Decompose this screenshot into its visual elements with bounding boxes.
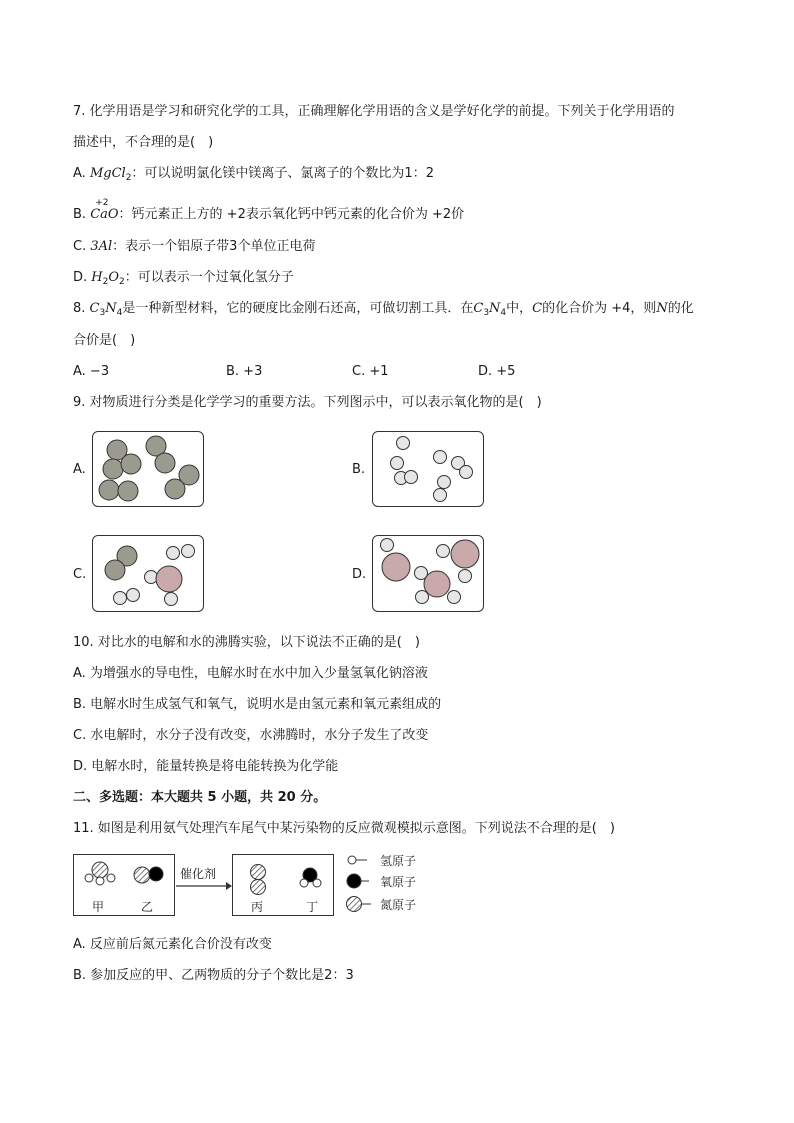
option-label: A.: [73, 166, 90, 181]
chem-formula: CaO: [90, 207, 119, 222]
q9-stem: 9. 对物质进行分类是化学学习的重要方法。下列图示中，可以表示氧化物的是( ): [73, 395, 542, 410]
molecule-diagram-b: [373, 432, 485, 508]
legend-oxygen: 氧原子: [380, 875, 417, 889]
chem-formula: O: [108, 270, 120, 285]
q9-label-c: C.: [73, 567, 87, 582]
q9-figure-b: [372, 431, 484, 507]
stem-text: 的化: [667, 301, 694, 316]
q8-options: [73, 363, 673, 381]
option-text: ：可以表示一个过氧化氢分子: [124, 270, 294, 285]
q9-label-b: B.: [352, 462, 366, 477]
products-box: [232, 854, 334, 916]
q9-figure-d: [372, 535, 484, 612]
label-jia: 甲: [92, 900, 105, 914]
q10-option-c: C. 水电解时，水分子没有改变，水沸腾时，水分子发生了改变: [73, 728, 429, 743]
question-number: 8.: [73, 301, 90, 316]
q11-option-a: A. 反应前后氮元素化合价没有改变: [73, 937, 272, 952]
q10-option-a: A. 为增强水的导电性，电解水时在水中加入少量氢氧化钠溶液: [73, 666, 428, 681]
subscript: 3: [483, 308, 490, 318]
q11-option-b: B. 参加反应的甲、乙两物质的分子个数比是2：3: [73, 968, 354, 983]
option-text: ：钙元素正上方的 +2表示氧化钙中钙元素的化合价为 +2价: [118, 207, 465, 222]
section-title: 二、多选题：本大题共 5 小题，共 20 分。: [73, 790, 327, 805]
q10-stem: 10. 对比水的电解和水的沸腾实验，以下说法不正确的是( ): [73, 635, 420, 650]
subscript: 3: [99, 308, 106, 318]
molecule-diagram-c: [93, 536, 205, 613]
legend-nitrogen: 氮原子: [380, 898, 417, 912]
option-label: C.: [73, 239, 91, 254]
q8-option-a: A. −3: [73, 364, 110, 379]
option-text: ：可以说明氯化镁中镁离子、氯离子的个数比为1：2: [131, 166, 434, 181]
catalyst-label: 催化剂: [180, 867, 217, 881]
q8-option-b: B. +3: [226, 364, 263, 379]
molecule-diagram-a: [93, 432, 205, 508]
chem-formula: N: [656, 301, 668, 316]
q10-option-d: D. 电解水时，能量转换是将电能转换为化学能: [73, 759, 339, 774]
q8-option-c: C. +1: [352, 364, 389, 379]
reactants-diagram: [74, 855, 176, 917]
subscript: 2: [102, 277, 109, 287]
option-label: D.: [73, 270, 92, 285]
stem-text: 是一种新型材料，它的硬度比金刚石还高，可做切割工具．在: [122, 301, 474, 316]
q7-option-b: [73, 198, 465, 224]
stem-text: 中，: [506, 301, 533, 316]
q8-stem-line1: [73, 300, 694, 322]
q7-stem-line2: 描述中，不合理的是( ): [73, 135, 214, 150]
reaction-arrow-icon: [176, 882, 232, 892]
chem-formula: N: [489, 301, 501, 316]
subscript: 4: [116, 308, 123, 318]
q8-option-d: D. +5: [478, 364, 516, 379]
q8-stem-line2: 合价是( ): [73, 333, 136, 348]
chem-formula: C: [473, 301, 484, 316]
label-bing: 丙: [251, 900, 264, 914]
label-yi: 乙: [141, 900, 154, 914]
chem-formula: C: [532, 301, 543, 316]
molecule-diagram-d: [373, 536, 485, 613]
q7-option-a: [73, 165, 434, 187]
option-text: ：表示一个铝原子带3个单位正电荷: [112, 239, 316, 254]
atom-legend-symbols: [345, 852, 381, 914]
valence-mark: +2: [95, 198, 109, 208]
products-diagram: [233, 855, 335, 917]
subscript: 2: [119, 277, 125, 287]
q10-option-b: B. 电解水时生成氢气和氧气，说明水是由氢元素和氧元素组成的: [73, 697, 442, 712]
q9-label-d: D.: [352, 567, 367, 582]
subscript: 4: [500, 308, 507, 318]
q9-figure-a: [92, 431, 204, 507]
subscript: 2: [125, 173, 132, 183]
reactants-box: [73, 854, 175, 916]
q9-label-a: A.: [73, 462, 86, 477]
chem-formula: N: [105, 301, 117, 316]
option-label: B.: [73, 207, 91, 222]
label-ding: 丁: [306, 900, 319, 914]
q9-figure-c: [92, 535, 204, 612]
q7-stem-line1: 7. 化学用语是学习和研究化学的工具，正确理解化学用语的含义是学好化学的前提。下列关于化学用语的: [73, 104, 675, 119]
chem-formula: H: [91, 270, 103, 285]
chem-formula: MgCl: [89, 166, 126, 181]
stem-text: 的化合价为 +4，则: [542, 301, 657, 316]
q11-stem: 11. 如图是利用氨气处理汽车尾气中某污染物的反应微观模拟示意图。下列说法不合理的是( ): [73, 821, 615, 836]
q7-option-c: [73, 238, 315, 256]
chem-formula: C: [89, 301, 100, 316]
q7-option-d: [73, 269, 294, 291]
chem-formula: 3Al: [90, 239, 113, 254]
legend-hydrogen: 氢原子: [380, 854, 417, 868]
